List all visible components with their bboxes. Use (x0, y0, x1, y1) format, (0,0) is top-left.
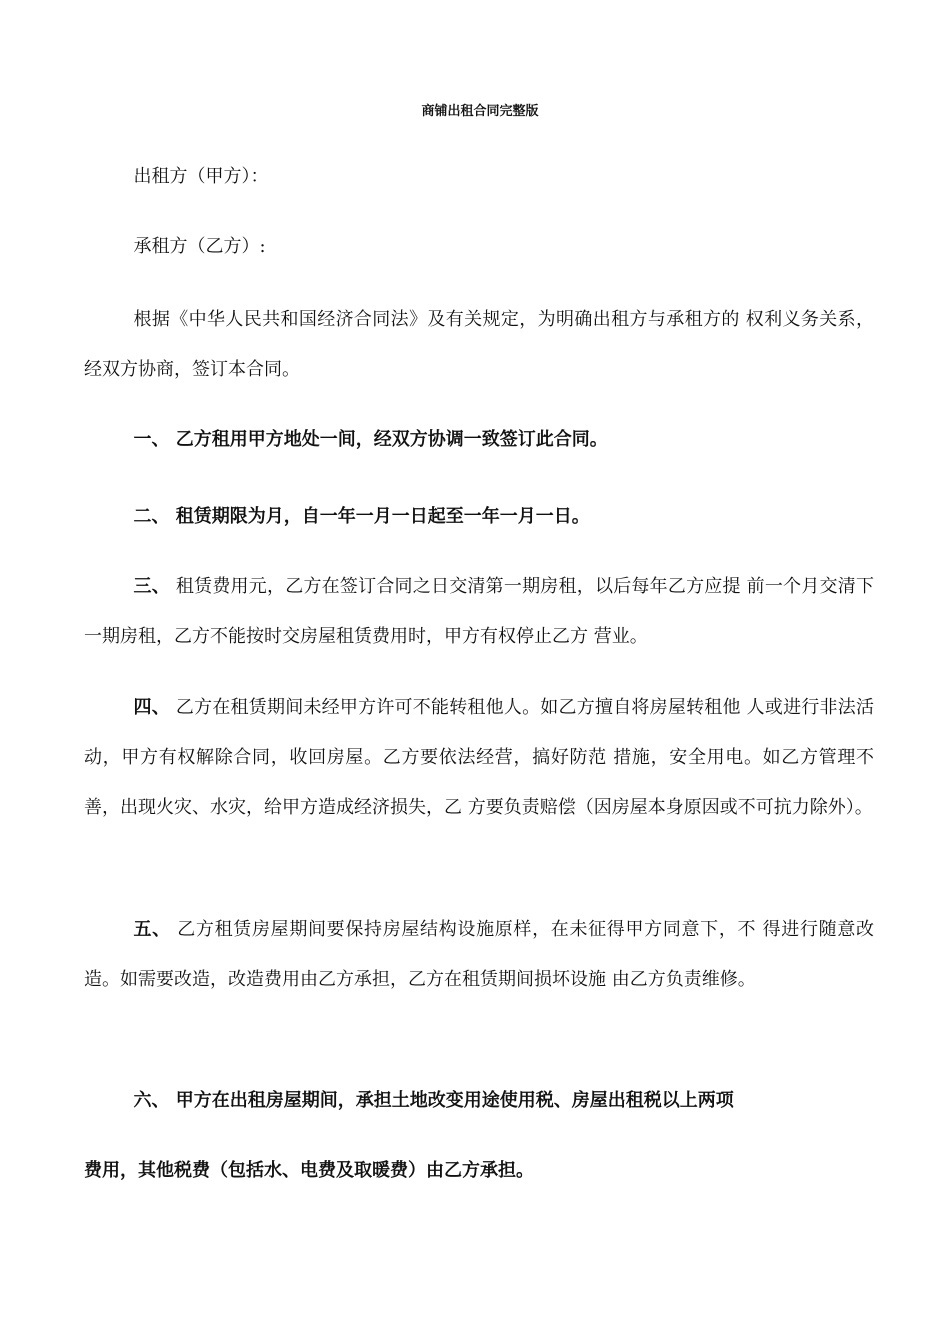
intro-paragraph: 根据《中华人民共和国经济合同法》及有关规定，为明确出租方与承租方的 权利义务关系，经双方协商，签订本合同。 (84, 309, 874, 380)
clause-4-label: 四、 (133, 697, 170, 718)
clause-6-line-2: 费用，其他税费（包括水、电费及取暖费）由乙方承担。 (84, 1160, 534, 1181)
clause-3-text: 租赁费用元，乙方在签订合同之日交清第一期房租，以后每年乙方应提 前一个月交清下一期房租，乙方不能按时交房屋租赁费用时，甲方有权停止乙方 营业。 (84, 576, 874, 647)
lessor-line: 出租方（甲方）： (133, 166, 269, 187)
clause-3-label: 三、 (133, 576, 170, 597)
clause-3 (84, 562, 874, 662)
document-title: 商铺出租合同完整版 (421, 104, 539, 119)
clause-6-line-1: 六、 甲方在出租房屋期间，承担土地改变用途使用税、房屋出租税以上两项 (133, 1090, 734, 1111)
lessee-line: 承租方（乙方）: (133, 236, 266, 257)
clause-1: 一、 乙方租用甲方地处一间，经双方协调一致签订此合同。 (133, 429, 608, 450)
clause-2: 二、 租赁期限为月，自一年一月一日起至一年一月一日。 (133, 506, 590, 527)
clause-5-text: 乙方租赁房屋期间要保持房屋结构设施原样，在未征得甲方同意下，不 得进行随意改造。如需要改造，改造费用由乙方承担，乙方在租赁期间损坏设施 由乙方负责维修。 (84, 919, 874, 990)
clause-4 (84, 683, 874, 833)
clause-4-text: 乙方在租赁期间未经甲方许可不能转租他人。如乙方擅自将房屋转租他 人或进行非法活动，甲方有权解除合同，收回房屋。乙方要依法经营，搞好防范 措施，安全用电。如乙方管理不善，出现火灾、水灾，给甲方造成经济损失，乙 方要负责赔偿（因房屋本身原因或不可抗力除外）。 (84, 697, 874, 818)
clause-5 (84, 905, 874, 1005)
clause-5-label: 五、 (133, 919, 171, 940)
